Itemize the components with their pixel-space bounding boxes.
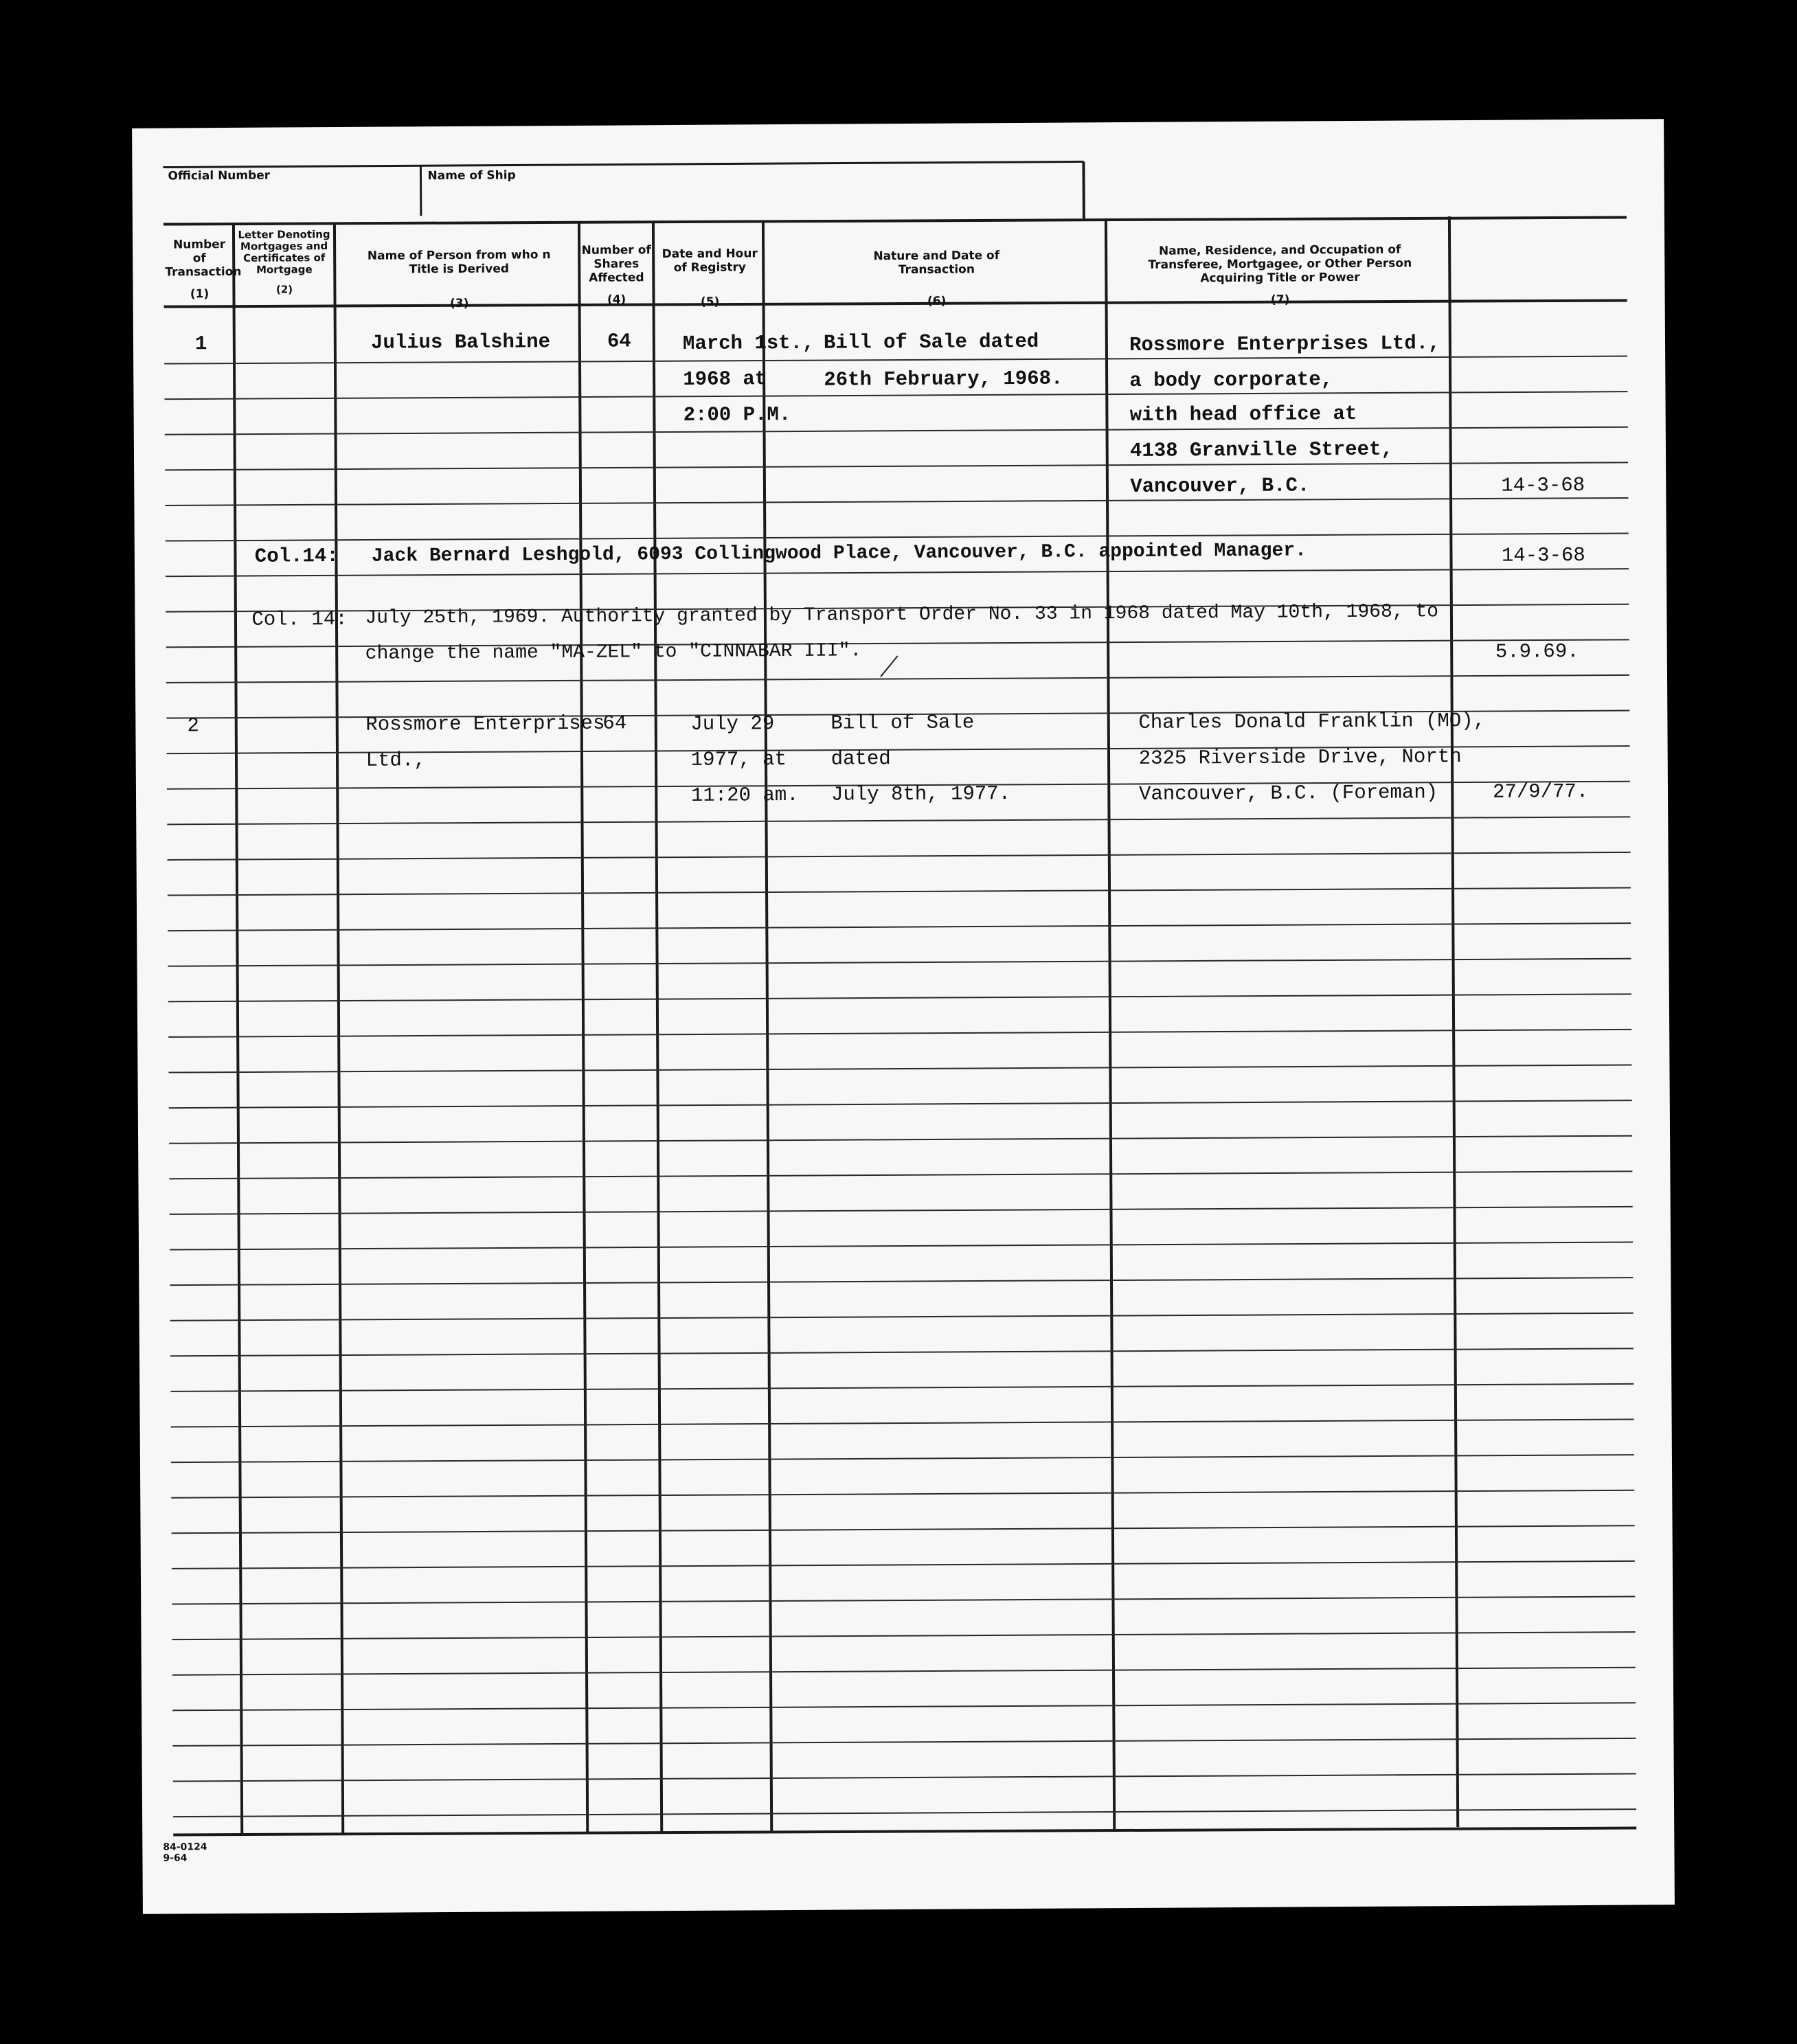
pen-mark xyxy=(877,652,905,680)
ruled-line xyxy=(169,1135,1632,1145)
ruled-line xyxy=(170,1312,1634,1322)
ruled-line xyxy=(166,532,1629,543)
ruled-line xyxy=(168,1028,1631,1038)
ruled-line xyxy=(168,922,1631,932)
entry-1-date-line: 1968 at xyxy=(683,367,767,391)
ruled-line xyxy=(171,1418,1634,1429)
ruled-line xyxy=(168,851,1631,861)
ruled-line xyxy=(172,1666,1636,1677)
ruled-line xyxy=(171,1489,1634,1499)
column-header-2: Letter Denoting Mortgages and Certificates of Mortgage (2) xyxy=(238,228,330,296)
note-1-column-ref: Col.14: xyxy=(254,545,339,568)
entry-1-acquirer-line: Vancouver, B.C. xyxy=(1130,474,1310,498)
entry-2-from-line: Ltd., xyxy=(365,749,426,772)
ruled-line xyxy=(173,1773,1636,1783)
ruled-line xyxy=(172,1701,1636,1712)
ruled-line xyxy=(169,1099,1632,1109)
official-number-label: Official Number xyxy=(168,168,271,183)
note-2-column-ref: Col. 14: xyxy=(251,607,348,631)
form-code: 84-0124 9-64 xyxy=(163,1841,207,1864)
note-2-line: July 25th, 1969. Authority granted by Transport Order No. 33 in 1968 dated May 10th, 1968, to xyxy=(365,601,1439,629)
entry-2-date-line: 11:20 am. xyxy=(690,783,799,807)
entry-1-number: 1 xyxy=(194,332,207,356)
entry-2-date-line: 1977, at xyxy=(690,748,787,771)
ruled-line xyxy=(173,1808,1636,1818)
ruled-line xyxy=(172,1631,1636,1641)
ruled-line xyxy=(170,1276,1633,1286)
note-1-text: Jack Bernard Leshgold, 6093 Collingwood Place, Vancouver, B.C. appointed Manager. xyxy=(371,540,1307,567)
entry-1-nature-line: 26th February, 1968. xyxy=(824,367,1063,391)
column-header-1: Number of Transaction (1) xyxy=(165,238,242,302)
ruled-line xyxy=(170,1347,1634,1357)
entry-2-date-line: July 29 xyxy=(690,712,775,736)
entry-2-nature-line: Bill of Sale xyxy=(830,711,975,735)
entry-1-acquirer-line: with head office at xyxy=(1129,402,1357,427)
entry-2-shares: 64 xyxy=(602,712,627,735)
ruled-line xyxy=(164,390,1627,400)
ruled-line xyxy=(170,1383,1634,1393)
entry-2-nature-line: dated xyxy=(830,747,891,771)
entry-1-nature-line: Bill of Sale dated xyxy=(823,330,1039,354)
ruled-line xyxy=(172,1596,1635,1606)
ruled-line xyxy=(166,567,1629,578)
column-header-5: Date and Hour of Registry (5) xyxy=(662,247,758,309)
note-2-recorded-date: 5.9.69. xyxy=(1495,639,1579,663)
entry-1-acquirer-line: Rossmore Enterprises Ltd., xyxy=(1129,332,1440,356)
ruled-line xyxy=(164,355,1627,365)
column-header-6: Nature and Date of Transaction (6) xyxy=(873,249,1000,308)
entry-1-shares: 64 xyxy=(607,330,631,353)
ruled-line xyxy=(168,887,1631,897)
entry-2-number: 2 xyxy=(187,714,199,738)
entry-1-acquirer-line: a body corporate, xyxy=(1129,368,1333,392)
ruled-line xyxy=(172,1524,1635,1534)
column-header-3: Name of Person from who n Title is Derived (3) xyxy=(367,248,551,311)
entry-2-acquirer-line: Charles Donald Franklin (MO), xyxy=(1138,709,1486,734)
column-header-7: Name, Residence, and Occupation of Transferee, Mortgagee, or Other Person Acquiring Title or Power (7) xyxy=(1148,242,1412,307)
entry-1-acquirer-line: 4138 Granville Street, xyxy=(1129,438,1393,462)
ruled-line xyxy=(171,1453,1634,1464)
ruled-line xyxy=(168,957,1631,968)
ruled-line xyxy=(165,426,1628,436)
column-header-4: Number of Shares Affected (4) xyxy=(581,243,651,307)
entry-2-from-line: Rossmore Enterprises xyxy=(365,712,605,736)
ruled-line xyxy=(168,992,1631,1003)
name-of-ship-label: Name of Ship xyxy=(427,168,516,183)
ruled-line xyxy=(167,815,1630,826)
ruled-line xyxy=(172,1560,1635,1570)
ruled-line xyxy=(170,1241,1633,1251)
ruled-line xyxy=(169,1170,1632,1180)
entry-2-acquirer-line: Vancouver, B.C. (Foreman) xyxy=(1138,781,1438,806)
register-page xyxy=(132,119,1675,1914)
entry-2-recorded-date: 27/9/77. xyxy=(1492,780,1589,804)
entry-2-acquirer-line: 2325 Riverside Drive, North xyxy=(1138,745,1462,770)
ruled-line xyxy=(172,1737,1636,1747)
entry-1-from: Julius Balshine xyxy=(370,330,551,354)
note-1-recorded-date: 14-3-68 xyxy=(1501,543,1585,567)
entry-2-nature-line: July 8th, 1977. xyxy=(830,782,1011,806)
entry-1-recorded-date: 14-3-68 xyxy=(1501,473,1585,497)
note-2-line: change the name "MA-ZEL" to "CINNABAR III". xyxy=(365,640,862,665)
ruled-line xyxy=(165,461,1628,471)
ruled-line xyxy=(165,497,1628,507)
ruled-line xyxy=(168,1064,1631,1074)
entry-1-date-line: 2:00 P.M. xyxy=(683,402,791,427)
ruled-line xyxy=(170,1205,1633,1216)
entry-1-date-line: March 1st., xyxy=(682,331,815,355)
